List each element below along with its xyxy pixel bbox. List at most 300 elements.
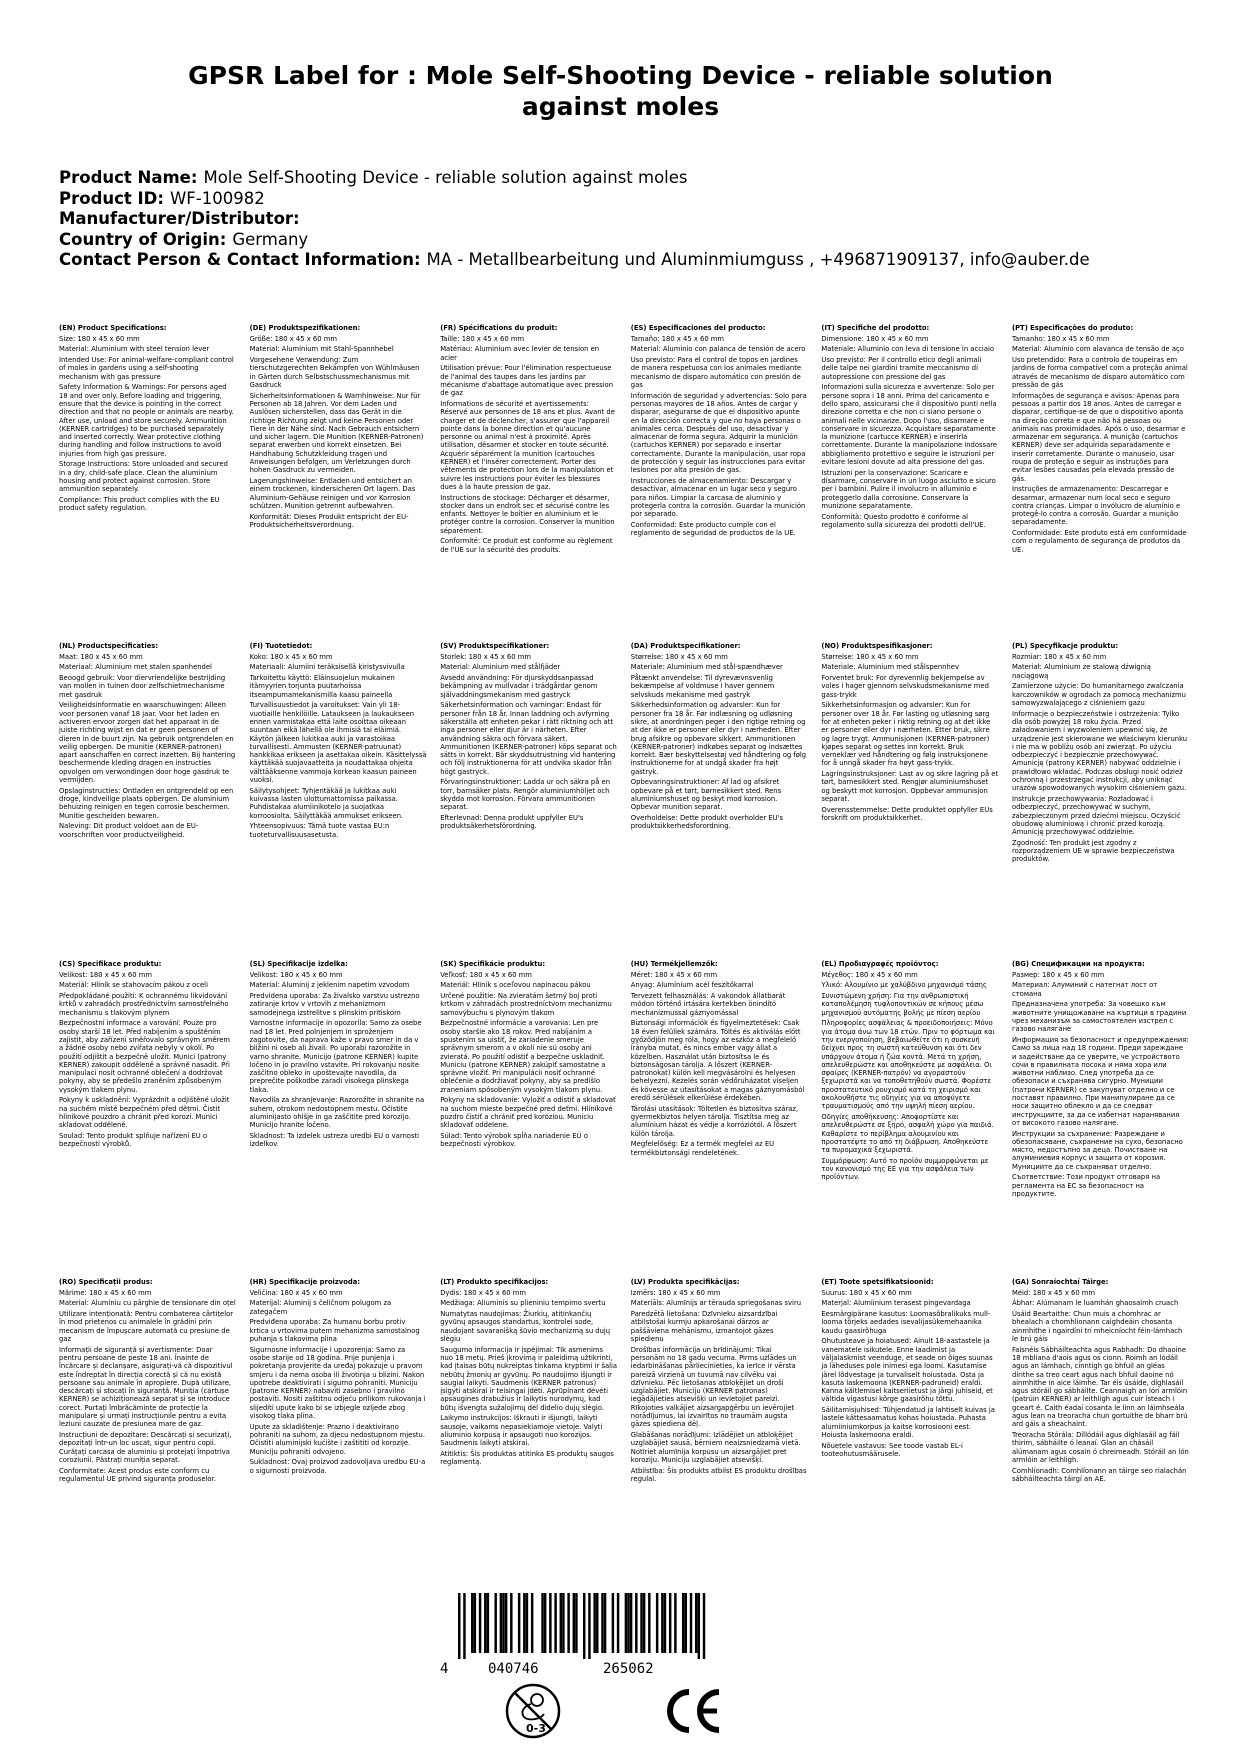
lang-key: Инструкции за съхранение: [1011,1129,1113,1138]
lang-heading [250,1278,427,1286]
lang-text: Tühjendatud ja lahtiselt kuivas ja lastele kättesaamatus kohas hoiustada. Puhasta alumiiniumkorpus ja kaitse korrosiooni eest. Hoiusta laskemoona eraldi. [821,1406,995,1439]
lang-block-lv [631,1278,808,1596]
lang-text: Pouze pro osoby starší 18 let. Před nabíjením a spuštěním zajistit, aby zařízení směřovalo správným směrem a žádné osoby nebo zvířata nebyly v okolí. Po použití odjištit a bezpečně uložit. Munici (patrony KERNER) zakoupit odděleně a správně nasadit. Při manipulaci nosit ochranné oblečení a dodržovat pokyny, aby se předešlo zraněním způsobeným vysokým tlakem plynu. [59,1019,231,1094]
lang-paragraph [821,469,998,510]
lang-paragraph [821,674,998,699]
lang-key: Navodila za shranjevanje: [249,1096,338,1105]
lang-key: Materiāls: [630,1299,665,1308]
lang-key: Materiale: [821,345,856,354]
lang-key: Información de seguridad y advertencias: [630,391,773,400]
lang-paragraph [821,1310,998,1335]
lang-key: Instrucciones de almacenamiento: [630,477,749,485]
barcode-bar [474,1593,476,1653]
lang-paragraph [1012,529,1189,554]
lang-key: Konformität: [249,512,292,521]
lang-paragraph [821,1337,998,1403]
barcode-bar [685,1593,687,1653]
lang-paragraph [250,392,427,475]
lang-text: Hliník se stahovacím pákou z oceli [91,981,208,990]
lang-key: Material: [59,1299,89,1308]
lang-key: Sigurnosne informacije i upozorenja: [249,1345,374,1354]
lang-paragraph [440,981,617,989]
lang-key: Predviđena uporaba: [249,1318,321,1327]
barcode-bar [593,1593,595,1653]
lang-block-es [631,324,808,642]
lang-text: Kun for personer fra 18 år. Før indlæsning og udløsning sikre, at anordningen peger i den rigtige retning og at der ikke er personer eller dyr i nærheden. Efter brug afsikre og opbevare sikkert. Ammunitionen (KERNER-patroner) indkøbes separat og indsættes korrekt. Bær beskyttelsestøj ved håndtering og følg instruktionerne for at undgå skader fra højt gastryk. [630,701,807,776]
lang-text: Descărcați și securizați, depozitați într-un loc uscat, sigur pentru copii. Curățați carcasa de aluminiu și protejați împotriva coroziunii. Păstrați muniția separat. [59,1431,232,1464]
barcode-digit-left: 4 [440,1661,449,1677]
lang-text: Ez a termék megfelel az EU termékbiztonsági rendeletének. [630,1140,775,1157]
lang-key: (ES) Especificaciones del producto: [630,324,766,332]
lang-key: Lagerungshinweise: [249,477,318,485]
lang-key: Upute za skladištenje: [249,1422,325,1431]
lang-heading [59,1278,236,1286]
lang-key: Förvaringsinstruktioner: [440,778,522,787]
lang-paragraph [631,981,808,989]
lang-text: Dette produkt overholder EU's produktsikkerhedsforordning. [630,813,784,831]
barcode-bar [630,1593,632,1653]
lang-key: Soulad: [59,1131,85,1140]
manufacturer-row [59,209,1189,230]
lang-block-lt [440,1278,617,1596]
lang-text: Acest produs este conform cu regulamentul UE privind siguranța produselor. [59,1466,216,1483]
lang-paragraph [440,400,617,491]
lang-paragraph [250,992,427,1017]
lang-key: Intended Use: [59,356,107,365]
lang-key: Material: [249,981,280,990]
lang-paragraph [1012,392,1189,483]
lang-text: 180 x 45 x 60 mm [1043,652,1107,661]
lang-text: Pour l'élimination respectueuse de l'animal des taupes dans les jardins par mécanisme d'abattage automatique avec pression de gaz [440,364,614,398]
lang-text: Alluminio con leva di tensione in acciaio [857,345,995,354]
lang-text: Μόνο για άτομα άνω των 18 ετών. Πριν το φόρτωμα και την ενεργοποίηση, βεβαιωθείτε ότι η συσκευή δείχνει προς τη σωστή κατεύθυνση και ότι δεν υπάρχουν άτομα ή ζώα κοντά. Μετά τη χρήση, απελευθερώστε και αποθηκεύστε με ασφάλεια. Οι σφαίρες (KERNER-πατρόν) να αγοραστούν ξεχωριστά και να τοποθετηθούν σωστά. Φορέστε προστατευτικό ρουχισμό κατά τη χειρισμό και ακολουθήστε τις οδηγίες για να αποφύγετε τραυματισμούς από την υψηλή πίεση αερίου. [821,1019,995,1111]
lang-key: Pokyny na skladovanie: [440,1096,520,1105]
lang-key: Instrukcje przechowywania: [1011,795,1107,803]
lang-text: Vyprázdnit a odjištěné uložit na suchém místě bezpečném před dětmi. Čistit hliníkové pouzdro a chránit před korozí. Munici skladovat odděleně. [59,1096,230,1130]
lang-paragraph [250,787,427,820]
lang-key: Tamaño: [630,334,660,343]
lang-key: Rozmiar: [1011,652,1042,661]
lang-key: Predvidena uporaba: [249,992,321,1001]
lang-paragraph [821,1299,998,1307]
lang-text: Décharger et désarmer, stocker dans un endroit sec et sécurisé contre les enfants. Nettoyer le boîtier en aluminium et le protéger contre la corrosion. Conserver la munition séparément. [440,493,615,535]
lang-key: Συνιστώμενη χρήση: [821,992,892,1001]
lang-text: Razorožite in shranite na suhem, otrokom nedostopnem mestu. Očistite aluminijasto ohišje in ga zaščitite pred korozijo. Municijo hranite ločeno. [249,1096,425,1130]
lang-text: Denna produkt uppfyller EU's produktsäkerhetsförordning. [440,813,584,831]
lang-key: Conformità: [821,512,862,521]
lang-paragraph [59,345,236,353]
lang-paragraph [250,477,427,510]
lang-paragraph [1012,1000,1189,1033]
barcode-bar [596,1593,598,1653]
lang-paragraph [250,1346,427,1421]
lang-text: Len pre osoby staršie ako 18 rokov. Pred nabíjaním a spustením sa uistiť, že zariadenie smeruje správnym smerom a v okolí nie sú osoby ani zvieratá. Po použití odistiť a bezpečne uskladniť. Municiu (patrone KERNER) zakúpiť samostatne a správne vložiť. Pri manipulácii nosiť ochranné oblečenie a dodržiavať pokyny, aby sa predišlo zraneniam spôsobeným vysokým tlakom plynu. [440,1019,606,1094]
lang-paragraph [440,1019,617,1094]
barcode-digits-middle: 040746 [488,1661,539,1677]
lang-text: Разреждане и обезопасяване, съхранение на сухо, безопасно място, недостъпно за деца. Почистване на алуминиевия корпус и защита от корозия. Мунициите да се съхраняват отделно. [1011,1129,1183,1171]
lang-paragraph [250,653,427,661]
lang-text: 180 x 45 x 60 mm [461,334,525,343]
lang-paragraph [1012,682,1189,707]
lang-heading [250,960,427,968]
lang-text: Solo para personas mayores de 18 años. Antes de cargar y disparar, asegurarse de que el dispositivo apunte en la dirección correcta y que no haya personas o animales cerca. Después del uso, desactivar y almacenar de forma segura. Adquirir la munición (cartuchos KERNER) por separado e insertar correctamente. Durante la manipulación, usar ropa de protección y seguir las instrucciones para evitar lesiones por alta presión de gas. [630,391,807,475]
lang-paragraph [59,663,236,671]
lang-paragraph [59,653,236,661]
barcode-bar [588,1593,590,1659]
barcode-bar [612,1593,614,1653]
lang-paragraph [631,356,808,389]
lang-paragraph [440,1289,617,1297]
lang-key: Instrucțiuni de depozitare: [59,1431,149,1439]
lang-text: Aluminiu cu pârghie de tensionare din oțel [91,1299,236,1308]
lang-text: Tik asmenims nuo 18 metų. Prieš įkrovimą ir paleidimą užtikrinti, kad įtaisas būtų nukreiptas tinkama kryptimi ir šalia nebūtų žmonių ar gyvūnų. Po naudojimo išjungti ir saugiai laikyti. Saudmenis (KERNER patronus) įsigyti atskirai ir teisingai įdėti. Aprūpinant dėvėti apsaugines drabužius ir laikytis nurodymų, kad būtų išvengta sužalojimų dėl didelio dujų slėgio. [440,1345,618,1412]
lang-key: Anyag: [630,981,655,990]
lang-key: Material: [59,345,89,354]
lang-text: Tylko dla osób powyżej 18 roku życia. Przed załadowaniem i wyzwoleniem upewnić się, że urządzenie jest skierowane we właściwym kierunku i nie ma w pobliżu osób ani zwierząt. Po użyciu odbezpieczyć i bezpiecznie przechowywać. Amunicję (patrony KERNER) nabywać oddzielnie i prawidłowo wkładać. Podczas obsługi nosić odzież ochronną i przestrzegać instrukcji, aby uniknąć urazów spowodowanych wysokim ciśnieniem gazu. [1011,709,1188,793]
lang-paragraph [1012,795,1189,836]
lang-text: This product complies with the EU product safety regulation. [59,495,220,513]
lang-paragraph [440,1132,617,1149]
lang-paragraph [250,663,427,671]
barcode-bar [494,1593,496,1653]
lang-heading [1012,324,1189,332]
lang-key: Informazioni sulla sicurezza e avvertenze: [821,383,965,392]
lang-key: (EL) Προδιαγραφές προϊόντος: [821,960,939,968]
contact-value: MA - Metallbearbeitung und Aluminmiumguss , +496871909137, info@auber.de [426,250,1090,269]
barcode-bar [518,1593,520,1653]
lang-paragraph [631,971,808,979]
lang-paragraph [821,653,998,661]
barcode-bar [502,1593,504,1653]
lang-key: Informații de siguranță și avertismente: [59,1345,194,1354]
lang-key: Säkerhetsinformation och varningar: [440,701,565,710]
lang-paragraph [59,383,236,458]
lang-paragraph [59,971,236,979]
barcode-bar [458,1593,460,1659]
lang-text: Doar pentru persoane de peste 18 ani. Înainte de încărcare și declanșare, asigurați-vă că dispozitivul este îndreptat în direcția corectă și că nu există persoane sau animale în apropiere. După utilizare, descărcați și stocați în siguranță. Muniția (cartușe KERNER) se achiziționează separat și se introduce corect. Purtați îmbrăcăminte de protecție la manipulare și urmați instrucțiunile pentru a evita leziuni cauzate de presiunea mare de gaz. [59,1345,233,1429]
lang-text: Aluminium ze stalową dźwignią naciągową [1011,663,1151,680]
product-name-label: Product Name: [59,168,198,187]
lang-paragraph [1012,1130,1189,1171]
lang-text: Този продукт отговаря на регламента на ЕС за безопасност на продуктите. [1011,1173,1161,1199]
lang-key: Påtænkt anvendelse: [630,674,703,683]
lang-text: Alumiini teräksisellä kiristysvivulla [287,663,405,672]
lang-paragraph [821,806,998,823]
lang-paragraph [1012,1431,1189,1464]
lang-text: Descargar y desactivar, almacenar en un lugar seco y seguro para niños. Limpiar la carcasa de aluminio y protegerla contra la corrosión. Guardar la munición por separado. [630,477,806,519]
lang-heading [1012,642,1189,650]
lang-key: Materijal: [249,1299,282,1308]
lang-key: Veličina: [249,1288,279,1297]
lang-paragraph [1012,356,1189,389]
lang-paragraph [59,1289,236,1297]
lang-paragraph [440,1346,617,1412]
lang-key: Bezpečnostné informácie a varovania: [440,1019,571,1028]
lang-text: Za živalsko varstvu ustrezno zatiranje krtov v vrtovih z mehanizmom samodejnega izstrelitve s plinskim pritiskom [249,992,420,1017]
lang-text: Dit product voldoet aan de EU-voorschriften voor productveiligheid. [59,822,199,839]
lang-paragraph [1012,981,1189,998]
lang-paragraph [250,1423,427,1456]
lang-key: Forventet bruk: [821,674,874,683]
lang-block-da [631,642,808,960]
lang-paragraph [821,770,998,803]
lang-text: 180 x 45 x 60 mm [89,970,152,979]
lang-key: Размер: [1011,970,1040,979]
lang-key: Velikost: [59,970,88,979]
lang-heading [821,1278,998,1286]
lang-paragraph [821,981,998,989]
barcode-bar [500,1593,502,1653]
lang-key: (EN) Product Specifications: [59,324,167,332]
lang-text: 180 x 45 x 60 mm [274,334,337,343]
barcode-bar [669,1593,671,1653]
lang-text: 180 x 45 x 60 mm [856,652,919,661]
lang-key: Instruções de armazenamento: [1011,485,1119,494]
lang-block-ga [1012,1278,1189,1596]
lang-key: Biztonsági információk és figyelmeztetések: [630,1019,781,1028]
lang-block-pl [1012,642,1189,960]
lang-block-sv [440,642,617,960]
lang-key: Størrelse: [630,652,664,661]
lang-text: Tento výrobok spĺňa nariadenie EÚ o bezpečnosti výrobkov. [440,1131,588,1149]
lang-text: Za humanu borbu protiv krtica u vrtovima putem mehanizma samostalnog puhanja s tlakovima plina [249,1318,420,1343]
lang-text: Per il controllo etico degli animali delle talpe nei giardini tramite meccanismo di autopressione con pressione del gas [821,356,982,381]
lang-text: Voor diervriendelijke bestrijding van mollen in tuinen door zelfschietmechanisme met gasdruk [59,674,226,699]
lang-paragraph [631,653,808,661]
barcode-bar [549,1593,551,1653]
barcode-bar [487,1593,489,1653]
lang-key: (PT) Especificações do produto: [1011,324,1134,332]
lang-text: Pentru combaterea cârtițelor în mod prietenos cu animalele în grădini prin mecanism de împușcare automată cu presiune de gaz [59,1310,234,1343]
lang-key: Materiál: [440,981,471,990]
lang-text: 180 x 45 x 60 mm [1032,1288,1096,1297]
lang-key: Dimensione: [821,334,864,343]
lang-text: Само за лица над 18 години. Преди зареждане и задействане да се уверите, че устройството сочи в правилната посока и няма хора или животни наблизо. След употреба да се обезопаси и съхранява сигурно. Муниции (патрони KERNER) се закупуват отделно и се поставят правилно. При манипулиране да се носи защитно облекло и да се следват инструкциите, за да се избегнат наранявания от високото газово налягане. [1011,1044,1184,1127]
lang-paragraph [59,1431,236,1464]
lang-paragraph [59,701,236,784]
lang-key: Opslaginstructies: [59,786,121,795]
lang-key: (CS) Specifikace produktu: [59,960,162,968]
lang-key: Ohutusteave ja hoiatused: [821,1337,912,1346]
lang-key: Material: [249,345,280,354]
lang-text: Apenas para pessoas a partir dos 18 anos. Antes de carregar e disparar, certifique-se de que o dispositivo aponta na direção correta e que não há pessoas ou animais nas proximidades. Após o uso, desarmar e armazenar em segurança. A munição (cartuchos KERNER) deve ser adquirida separadamente e inserir corretamente. Durante o manuseio, usar roupa de proteção e seguir as instruções para evitar lesões causadas pela elevada pressão de gás. [1011,391,1186,483]
lang-block-pt [1012,324,1189,642]
lang-key: (FR) Spécifications du produit: [440,324,558,332]
lang-paragraph [631,392,808,475]
lang-key: Suurus: [821,1288,848,1297]
lang-key: Veľkosť: [440,970,468,979]
lang-key: Beoogd gebruik: [59,674,115,683]
lang-text: Solo per persone sopra i 18 anni. Prima del caricamento e dello sparo, assicurarsi che il dispositivo punti nella direzione corretta e che non ci siano persone o animali nelle vicinanze. Dopo l'uso, disarmare e conservare in sicurezza. Acquistare separatamente la munizione (cartucce KERNER) e inserirla correttamente. Durante la manipolazione indossare abbigliamento protettivo e seguire le istruzioni per evitare lesioni dovute ad alta pressione del gas. [821,383,998,467]
lang-paragraph [440,345,617,362]
lang-text: Ladda ur och säkra på en torr, barnsäker plats. Rengör aluminiumhöljet och skydda mot korrosion. Förvara ammunitionen separat. [440,778,611,812]
lang-paragraph [250,1299,427,1316]
lang-key: (RO) Specificații produs: [59,1278,153,1286]
lang-paragraph [631,335,808,343]
lang-block-en [59,324,236,642]
lang-text: 180 x 45 x 60 mm [88,1288,152,1297]
lang-paragraph [59,496,236,513]
lang-text: Αλουμίνιο με χαλύβδινο μηχανισμό τάσης [844,981,987,990]
lang-paragraph [821,992,998,1017]
lang-text: Tämä tuote vastaa EU:n tuoteturvallisuusasetusta. [249,822,390,839]
barcode-bar [573,1593,575,1653]
lang-text: Alleen voor personen vanaf 18 jaar. Voor het laden en activeren ervoor zorgen dat het apparaat in de juiste richting wijst en dat er geen personen of dieren in de buurt zijn. Na gebruik ontgrendelen en veilig opbergen. De munitie (KERNER-patronen) apart aanschaffen en correct inzetten. Bij hantering beschermende kleding dragen en instructies opvolgen om verwondingen door hoge gasdruk te vermijden. [59,701,236,785]
barcode-bar [695,1593,697,1653]
lang-key: Varnostne informacije in opozorila: [249,1019,368,1028]
lang-heading [59,642,236,650]
lang-key: Pokyny k uskladnění: [59,1096,131,1105]
lang-key: Zgodność: [1011,838,1048,847]
country-row [59,230,1189,251]
lang-paragraph [1012,345,1189,353]
lang-key: Материал: [1011,981,1050,990]
lang-key: Sikkerhedsinformation og advarsler: [630,701,754,710]
lang-block-de [250,324,427,642]
lang-key: Zamierzone użycie: [1011,682,1079,691]
lang-text: Alumīnijs ar tērauda spriegošanas sviru [666,1299,802,1308]
lang-key: Megfelelőség: [630,1140,679,1149]
lang-key: Dydis: [440,1288,462,1297]
lang-text: Aluminium med stålspennhev [857,663,959,672]
lang-key: Utilizare intenționată: [59,1310,133,1319]
product-id-label: Product ID: [59,188,164,208]
lang-text: Last av og sikre lagring på et tørt, barnesikkert sted. Rengjør aluminiumshuset og beskytt mot korrosjon. Oppbevar ammunisjon separat. [821,770,999,803]
lang-key: (BG) Спецификации на продукта: [1011,960,1145,968]
barcode-bar [627,1593,629,1653]
lang-key: Materjal: [821,1299,852,1308]
lang-key: Materiaal: [59,663,94,672]
lang-heading [59,324,236,332]
barcode-bar [604,1593,606,1653]
lang-text: Aliuminis su plieniniu tempimo svertu [477,1299,606,1308]
lang-block-sk [440,960,617,1278]
lang-text: 180 x 45 x 60 mm [270,652,333,661]
lang-paragraph [59,822,236,839]
lang-key: Uso pretendido: [1011,356,1067,365]
lang-key: Informations de sécurité et avertissements: [440,399,589,408]
lang-key: Οδηγίες αποθήκευσης: [821,1113,900,1121]
lang-key: Conformitate: [59,1466,106,1475]
lang-key: Material: [440,663,471,672]
lang-text: 180 x 45 x 60 mm [77,334,140,343]
product-id-row [59,189,1189,210]
lang-paragraph [1012,335,1189,343]
lang-text: For dyrevennlig bekjempelse av voles i hager gjennom selvskudsmekanisme med gass-trykk [821,674,989,699]
lang-paragraph [821,1289,998,1297]
lang-block-el [821,960,998,1278]
lang-text: Alumínio com alavanca de tensão de aço [1044,345,1184,354]
lang-text: Alúmanam le luamhán ghaosaimh cruach [1036,1299,1179,1308]
lang-paragraph [821,335,998,343]
barcode-bar [526,1593,528,1653]
lang-paragraph [59,460,236,493]
lang-text: Ainult 18-aastastele ja vanematele isikutele. Enne laadimist ja väljalaskmist veenduge, et seade on õiges suunas ja läheduses pole inimesi ega loomi. Kasutamise järel lõdvestage ja turvaliselt hoiustada. Osta ja kasuta laskemoona (KERNER-padruneid) eraldi. Kanna käitlemisel kaitseriietust ja järgi juhiseid, et vältida vigastusi kõrge gaasirõhu tõttu. [821,1337,993,1404]
lang-heading [631,642,808,650]
lang-paragraph [59,1019,236,1094]
barcode-bar [703,1593,705,1659]
lang-text: Kun for personer over 18 år. Før lasting og utløsning sørg for at enheten peker i riktig retning og at det ikke er personer eller dyr i nærheten. Etter bruk, sikre og lagre trygt. Ammunisjonen (KERNER-patroner) kjøpes separat og settes inn korrekt. Bruk verneklær ved håndtering og følg instruksjonene for å unngå skader fra høyt gass-trykk. [821,701,991,768]
lang-text: Ovaj proizvod zadovoljava uredbu EU-a o sigurnosti proizvoda. [249,1458,426,1475]
lang-paragraph [250,1458,427,1475]
lang-paragraph [1012,1310,1189,1343]
lang-key: Предназначена употреба: [1011,1000,1106,1009]
lang-paragraph [250,674,427,699]
lang-paragraph [440,778,617,811]
lang-heading [440,1278,617,1286]
lang-key: Materiał: [1011,663,1042,672]
lang-key: Compliance: [59,495,102,504]
barcode-bar [554,1593,556,1653]
lang-text: 180 x 45 x 60 mm [657,1288,721,1297]
lang-text: Do humanitarnego zwalczania karczowników w ogrodach za pomocą mechanizmu samowyzwalającego z ciśnieniem gazu [1011,682,1186,707]
lang-text: Aluminium mit Stahl-Spannhebel [281,345,394,354]
lang-paragraph [440,663,617,671]
lang-block-sl [250,960,427,1278]
lang-text: Dieses Produkt entspricht der EU-Produktsicherheitsverordnung. [249,512,409,529]
barcode-bar [523,1593,525,1653]
lang-paragraph [59,1310,236,1343]
lang-paragraph [631,1105,808,1138]
barcode-bar [567,1593,569,1653]
lang-text: Para el control de topos en jardines de manera respetuosa con los animales mediante mecanismo de disparo automático con presión de gas [630,356,802,389]
barcode [440,1593,725,1677]
lang-text: Ontladen en ontgrendeld op een droge, kindveilige plaats opbergen. De aluminium behuizing reinigen en tegen corrosie beschermen. Munitie gescheiden bewaren. [59,786,234,820]
lang-block-cs [59,960,236,1278]
lang-key: Avsedd användning: [440,674,510,683]
lang-text: Šis produktas atitinka ES produktų saugos reglamentą. [440,1449,614,1467]
lang-key: Materiale: [821,663,856,672]
lang-text: Tyhjentäkää ja lukitkaa auki kuivassa lasten ulottumattomissa paikassa. Puhdistakaa alumiinikotelo ja suojatkaa korroosiolta. Säilyttäkää ammukset erikseen. [249,786,404,820]
manufacturer-label: Manufacturer/Distributor: [59,209,300,228]
lang-text: Για την ανθρωπιστική καταπολέμηση τυφλοποντικών σε κήπους μέσω μηχανισμού αυτόματης βολής με πίεση αερίου [821,992,984,1017]
lang-block-hu [631,960,808,1278]
lang-paragraph [440,701,617,776]
barcode-bar [682,1593,684,1653]
lang-paragraph [250,981,427,989]
barcode-bar [479,1593,481,1653]
lang-paragraph [631,701,808,776]
lang-text: Do dhaoine 18 mbliana d'aois agus os cionn. Roimh an lódáil agus an lámhach, cinntigh go bhfuil an gléas dírithe sa treo ceart agus nach bhfuil daoine nó ainmhithe in aice láimhe. Tar éis úsáide, díghlasáil agus stóráil go sábháilte. Ceannaigh an lón armlóin (patrúin KERNER) ar leithligh agus cuir isteach i gceart é. Caith éadaí cosanta le linn an láimhseála agus lean na treoracha chun gortuithe de bharr brú ard gáis a sheachaint. [1011,1345,1188,1429]
lang-key: Съответствие: [1011,1173,1065,1182]
barcode-bar [640,1593,642,1653]
barcode-bar [648,1593,650,1653]
product-id-value: WF-100982 [169,188,265,208]
lang-text: Aluminium med stålfjäder [472,663,561,672]
lang-heading [440,642,617,650]
lang-key: Atitiktis: [440,1449,469,1458]
lang-text: 180 x 45 x 60 mm [469,970,532,979]
lang-key: Materiale: [630,663,665,672]
lang-paragraph [631,778,808,811]
lang-key: Size: [59,334,76,343]
lang-key: Mărime: [59,1288,87,1297]
lang-paragraph [250,1019,427,1094]
barcode-bar [531,1593,533,1653]
lang-paragraph [631,345,808,353]
barcode-bar [541,1593,543,1653]
lang-key: Súlad: [440,1131,462,1140]
lang-paragraph [440,1096,617,1129]
lang-key: Drošības informācija un brīdinājumi: [630,1345,754,1354]
lang-key: Tervezett felhasználás: [630,992,709,1001]
lang-text: За човешко към животните унищожаване на къртици в градини чрез механизъм за самостоятелен изстрел с газово налягане [1011,1000,1187,1034]
lang-text: 180 x 45 x 60 mm [665,652,728,661]
lang-paragraph [1012,1289,1189,1297]
lang-text: Réservé aux personnes de 18 ans et plus. Avant de charger et de déclencher, s'assurer que l'appareil pointe dans la bonne direction et qu'aucune personne ou animal n'est à proximité. Après utilisation, désarmer et stocker en toute sécurité. Acquérir séparément la munition (cartouches KERNER) et l'insérer correctement. Porter des vêtements de protection lors de la manipulation et suivre les instructions pour éviter les blessures dues à la haute pression de gaz. [440,408,615,491]
lang-block-fi [250,642,427,960]
page-title: GPSR Label for : Mole Self-Shooting Device - reliable solution against moles [188,61,1053,121]
